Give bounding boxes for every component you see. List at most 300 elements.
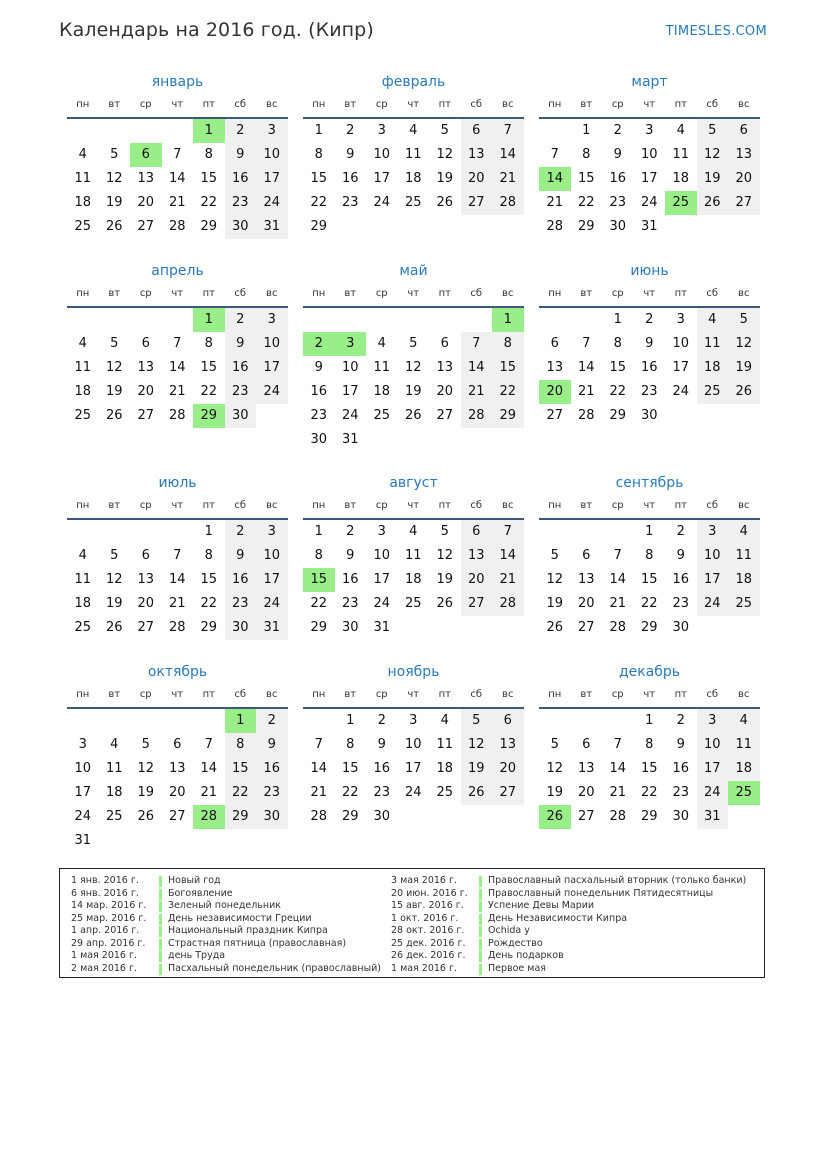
- weekend-day-cell: 20: [492, 757, 524, 781]
- holiday-day-cell: 20: [539, 380, 571, 404]
- day-cell: 12: [137, 761, 155, 776]
- weekday-label: пн: [548, 689, 562, 700]
- day-cell: 18: [436, 761, 454, 776]
- weekday-label: пн: [76, 288, 90, 299]
- day-cell: 28: [609, 809, 627, 824]
- day-cell: 27: [137, 408, 155, 423]
- weekend-day-cell: 10: [256, 143, 288, 167]
- day-cell: 4: [409, 123, 418, 138]
- day-cell: 21: [168, 195, 186, 210]
- weekend-day-cell: 27: [728, 191, 760, 215]
- day-cell: 20: [168, 785, 186, 800]
- day-cell: 7: [582, 336, 591, 351]
- weekend-day-cell: 24: [256, 380, 288, 404]
- day-cell: 21: [577, 384, 595, 399]
- day-cell: 12: [404, 360, 422, 375]
- day-cell: 2: [676, 524, 685, 539]
- weekend-day-cell: 3: [697, 520, 729, 544]
- month-day-grid: [67, 93, 288, 239]
- empty-day-cell: [602, 709, 634, 733]
- empty-day-cell: [162, 709, 194, 733]
- day-cell: 16: [341, 572, 359, 587]
- holiday-day-cell: 25: [665, 191, 697, 215]
- legend-row: [71, 888, 391, 901]
- legend-date: 1 янв. 2016 г.: [71, 875, 139, 886]
- weekday-label: пт: [674, 99, 687, 110]
- weekend-day-cell: 17: [697, 568, 729, 592]
- day-cell: 24: [640, 195, 658, 210]
- day-cell: 20: [436, 384, 454, 399]
- day-cell: 11: [404, 147, 422, 162]
- day-cell: 27: [137, 620, 155, 635]
- weekend-day-cell: 17: [256, 167, 288, 191]
- weekend-day-cell: 7: [492, 520, 524, 544]
- day-cell: 20: [137, 596, 155, 611]
- day-cell: 21: [609, 596, 627, 611]
- day-cell: 29: [640, 809, 658, 824]
- day-cell: 3: [409, 713, 418, 728]
- day-cell: 23: [373, 785, 391, 800]
- weekend-day-cell: 5: [728, 308, 760, 332]
- weekend-day-cell: 23: [225, 191, 257, 215]
- weekend-day-cell: 25: [728, 592, 760, 616]
- weekday-label: ср: [611, 689, 624, 700]
- day-cell: 24: [404, 785, 422, 800]
- weekend-day-cell: 22: [492, 380, 524, 404]
- weekend-day-cell: 10: [697, 733, 729, 757]
- day-cell: 10: [373, 147, 391, 162]
- weekday-label: чт: [171, 500, 184, 511]
- legend-holiday-name: Первое мая: [488, 962, 546, 974]
- legend-date: 1 окт. 2016 г.: [391, 912, 459, 924]
- legend-color-marker: [159, 889, 162, 900]
- day-cell: 29: [577, 219, 595, 234]
- weekend-day-cell: 8: [492, 332, 524, 356]
- legend-holiday-name: Богоявление: [168, 887, 233, 899]
- empty-day-cell: [303, 308, 335, 332]
- legend-row: [71, 913, 391, 926]
- day-cell: 14: [168, 171, 186, 186]
- weekday-label: ср: [139, 689, 152, 700]
- weekday-label: чт: [643, 99, 656, 110]
- weekend-day-cell: 28: [492, 191, 524, 215]
- day-cell: 23: [672, 596, 690, 611]
- day-cell: 19: [436, 572, 454, 587]
- day-cell: 14: [609, 761, 627, 776]
- empty-day-cell: [130, 119, 162, 143]
- day-cell: 31: [640, 219, 658, 234]
- weekday-label: чт: [643, 500, 656, 511]
- day-cell: 30: [341, 620, 359, 635]
- weekend-day-cell: 3: [256, 520, 288, 544]
- month-day-grid: [67, 282, 288, 428]
- day-cell: 4: [78, 147, 87, 162]
- day-cell: 12: [546, 761, 564, 776]
- weekday-label: вт: [580, 689, 593, 700]
- legend-row: [71, 875, 391, 888]
- day-cell: 24: [74, 809, 92, 824]
- day-cell: 9: [346, 548, 355, 563]
- day-cell: 24: [341, 408, 359, 423]
- weekend-day-cell: 26: [461, 781, 493, 805]
- day-cell: 7: [204, 737, 213, 752]
- weekend-day-cell: 24: [256, 592, 288, 616]
- day-cell: 8: [645, 737, 654, 752]
- legend-color-marker: [479, 889, 482, 900]
- month-day-grid: [303, 282, 524, 452]
- weekday-label: ср: [375, 99, 388, 110]
- day-cell: 2: [346, 524, 355, 539]
- holiday-day-cell: 26: [539, 805, 571, 829]
- weekend-day-cell: 23: [225, 592, 257, 616]
- month-name: февраль: [381, 74, 446, 90]
- day-cell: 4: [377, 336, 386, 351]
- day-cell: 18: [373, 384, 391, 399]
- day-cell: 30: [672, 620, 690, 635]
- weekend-day-cell: 2: [225, 308, 257, 332]
- weekend-day-cell: 24: [697, 781, 729, 805]
- legend-row: [391, 875, 751, 888]
- weekday-label: сб: [234, 288, 247, 299]
- page-title: Календарь на 2016 год. (Кипр): [59, 19, 374, 41]
- day-cell: 8: [582, 147, 591, 162]
- month-5: [303, 260, 524, 452]
- weekday-label: ср: [139, 99, 152, 110]
- day-cell: 1: [645, 713, 654, 728]
- weekend-day-cell: 30: [256, 805, 288, 829]
- day-cell: 9: [645, 336, 654, 351]
- empty-day-cell: [162, 119, 194, 143]
- day-cell: 6: [141, 548, 150, 563]
- weekend-day-cell: 13: [461, 143, 493, 167]
- weekend-day-cell: 10: [697, 544, 729, 568]
- day-cell: 5: [440, 524, 449, 539]
- month-4: [67, 260, 288, 428]
- weekend-day-cell: 12: [728, 332, 760, 356]
- legend-row: [391, 938, 751, 951]
- day-cell: 22: [341, 785, 359, 800]
- legend-color-marker: [159, 901, 162, 912]
- empty-day-cell: [162, 308, 194, 332]
- day-cell: 1: [314, 524, 323, 539]
- weekday-label: сб: [706, 689, 719, 700]
- day-cell: 25: [404, 195, 422, 210]
- day-cell: 30: [310, 432, 328, 447]
- legend-column-right: [391, 875, 751, 975]
- day-cell: 21: [609, 785, 627, 800]
- day-cell: 28: [168, 219, 186, 234]
- day-cell: 6: [173, 737, 182, 752]
- weekend-day-cell: 18: [728, 757, 760, 781]
- holiday-day-cell: 28: [193, 805, 225, 829]
- day-cell: 7: [613, 548, 622, 563]
- day-cell: 24: [373, 195, 391, 210]
- weekday-label: сб: [470, 288, 483, 299]
- day-cell: 28: [577, 408, 595, 423]
- day-cell: 22: [200, 384, 218, 399]
- weekday-label: пн: [76, 500, 90, 511]
- day-cell: 11: [404, 548, 422, 563]
- day-cell: 29: [640, 620, 658, 635]
- weekend-day-cell: 11: [728, 733, 760, 757]
- legend-row: [391, 950, 751, 963]
- weekday-label: пт: [202, 288, 215, 299]
- day-cell: 27: [436, 408, 454, 423]
- empty-day-cell: [571, 709, 603, 733]
- weekday-label: ср: [375, 288, 388, 299]
- weekend-day-cell: 3: [256, 119, 288, 143]
- day-cell: 5: [110, 147, 119, 162]
- day-cell: 17: [341, 384, 359, 399]
- day-cell: 22: [609, 384, 627, 399]
- month-day-grid: [303, 683, 524, 829]
- legend-holiday-name: Православный понедельник Пятидесятницы: [488, 887, 714, 899]
- empty-day-cell: [99, 119, 131, 143]
- weekend-day-cell: 10: [256, 332, 288, 356]
- day-cell: 7: [550, 147, 559, 162]
- day-cell: 5: [141, 737, 150, 752]
- holiday-day-cell: 25: [728, 781, 760, 805]
- weekday-label: вс: [266, 689, 278, 700]
- holiday-day-cell: 29: [193, 404, 225, 428]
- month-name: март: [631, 74, 668, 90]
- weekday-label: сб: [470, 99, 483, 110]
- legend-row: [71, 963, 391, 976]
- legend-color-marker: [159, 914, 162, 925]
- day-cell: 12: [436, 147, 454, 162]
- month-day-grid: [67, 494, 288, 640]
- weekday-label: вт: [344, 99, 357, 110]
- weekend-day-cell: 11: [697, 332, 729, 356]
- month-day-grid: [539, 93, 760, 239]
- weekday-label: сб: [234, 689, 247, 700]
- legend-color-marker: [479, 914, 482, 925]
- day-cell: 18: [74, 384, 92, 399]
- holiday-legend: [59, 868, 765, 978]
- weekend-day-cell: 4: [728, 709, 760, 733]
- day-cell: 27: [137, 219, 155, 234]
- legend-date: 25 дек. 2016 г.: [391, 937, 466, 949]
- day-cell: 17: [640, 171, 658, 186]
- weekday-label: ср: [611, 288, 624, 299]
- day-cell: 29: [200, 620, 218, 635]
- empty-day-cell: [130, 709, 162, 733]
- weekend-day-cell: 5: [461, 709, 493, 733]
- weekend-day-cell: 6: [461, 119, 493, 143]
- day-cell: 19: [436, 171, 454, 186]
- day-cell: 14: [200, 761, 218, 776]
- day-cell: 20: [577, 596, 595, 611]
- weekend-day-cell: 12: [461, 733, 493, 757]
- day-cell: 11: [672, 147, 690, 162]
- weekday-label: пн: [548, 288, 562, 299]
- weekend-day-cell: 2: [225, 520, 257, 544]
- weekday-label: вт: [344, 288, 357, 299]
- legend-holiday-name: Ochida у: [488, 925, 530, 936]
- day-cell: 24: [373, 596, 391, 611]
- day-cell: 22: [310, 195, 328, 210]
- day-cell: 5: [409, 336, 418, 351]
- day-cell: 25: [74, 408, 92, 423]
- legend-holiday-name: Зеленый понедельник: [168, 900, 282, 911]
- legend-date: 29 апр. 2016 г.: [71, 937, 146, 949]
- weekend-day-cell: 4: [697, 308, 729, 332]
- weekday-label: пн: [76, 99, 90, 110]
- day-cell: 1: [582, 123, 591, 138]
- legend-row: [391, 913, 751, 926]
- month-name: октябрь: [147, 664, 208, 680]
- day-cell: 29: [310, 219, 328, 234]
- empty-day-cell: [99, 308, 131, 332]
- day-cell: 13: [137, 360, 155, 375]
- weekend-day-cell: 28: [461, 404, 493, 428]
- day-cell: 1: [346, 713, 355, 728]
- weekend-day-cell: 7: [461, 332, 493, 356]
- day-cell: 5: [440, 123, 449, 138]
- day-cell: 16: [672, 572, 690, 587]
- legend-holiday-name: Новый год: [168, 875, 221, 886]
- day-cell: 23: [341, 195, 359, 210]
- legend-row: [71, 900, 391, 913]
- day-cell: 18: [404, 171, 422, 186]
- day-cell: 22: [640, 596, 658, 611]
- day-cell: 18: [105, 785, 123, 800]
- day-cell: 23: [672, 785, 690, 800]
- day-cell: 28: [546, 219, 564, 234]
- legend-holiday-name: Рождество: [488, 937, 543, 949]
- legend-color-marker: [159, 926, 162, 937]
- day-cell: 6: [440, 336, 449, 351]
- empty-day-cell: [67, 308, 99, 332]
- empty-day-cell: [193, 709, 225, 733]
- weekday-label: чт: [407, 288, 420, 299]
- day-cell: 9: [346, 147, 355, 162]
- weekday-label: чт: [407, 689, 420, 700]
- day-cell: 7: [613, 737, 622, 752]
- weekday-label: пн: [76, 689, 90, 700]
- weekend-day-cell: 18: [728, 568, 760, 592]
- day-cell: 10: [404, 737, 422, 752]
- weekend-day-cell: 19: [461, 757, 493, 781]
- day-cell: 14: [168, 360, 186, 375]
- legend-row: [71, 938, 391, 951]
- month-1: [67, 71, 288, 239]
- weekday-label: пт: [674, 500, 687, 511]
- weekday-label: пн: [548, 99, 562, 110]
- weekday-label: вс: [502, 99, 514, 110]
- legend-date: 25 мар. 2016 г.: [71, 912, 147, 924]
- day-cell: 12: [105, 572, 123, 587]
- holiday-day-cell: 2: [303, 332, 335, 356]
- day-cell: 27: [168, 809, 186, 824]
- legend-color-marker: [159, 876, 162, 887]
- weekday-label: чт: [407, 500, 420, 511]
- empty-day-cell: [130, 520, 162, 544]
- day-cell: 4: [440, 713, 449, 728]
- weekend-day-cell: 26: [697, 191, 729, 215]
- holiday-day-cell: 1: [193, 119, 225, 143]
- day-cell: 2: [645, 312, 654, 327]
- weekday-label: пт: [674, 689, 687, 700]
- day-cell: 8: [314, 548, 323, 563]
- weekday-label: ср: [611, 500, 624, 511]
- weekend-day-cell: 24: [256, 191, 288, 215]
- legend-holiday-name: День независимости Греции: [168, 912, 312, 924]
- day-cell: 8: [314, 147, 323, 162]
- legend-row: [71, 950, 391, 963]
- day-cell: 23: [310, 408, 328, 423]
- day-cell: 19: [105, 195, 123, 210]
- day-cell: 15: [200, 360, 218, 375]
- weekend-day-cell: 20: [461, 167, 493, 191]
- day-cell: 11: [373, 360, 391, 375]
- day-cell: 7: [173, 147, 182, 162]
- weekend-day-cell: 24: [697, 592, 729, 616]
- weekday-label: пн: [312, 689, 326, 700]
- weekday-label: вт: [344, 500, 357, 511]
- weekday-label: чт: [171, 689, 184, 700]
- empty-day-cell: [571, 308, 603, 332]
- month-day-grid: [539, 494, 760, 640]
- legend-holiday-name: день Труда: [168, 950, 226, 961]
- weekend-day-cell: 20: [461, 568, 493, 592]
- day-cell: 20: [577, 785, 595, 800]
- legend-holiday-name: Национальный праздник Кипра: [168, 925, 328, 936]
- day-cell: 3: [676, 312, 685, 327]
- empty-day-cell: [130, 308, 162, 332]
- weekend-day-cell: 10: [256, 544, 288, 568]
- weekday-label: сб: [706, 99, 719, 110]
- day-cell: 14: [609, 572, 627, 587]
- weekday-label: сб: [706, 288, 719, 299]
- day-cell: 16: [373, 761, 391, 776]
- day-cell: 9: [676, 737, 685, 752]
- day-cell: 15: [609, 360, 627, 375]
- day-cell: 26: [105, 620, 123, 635]
- weekend-day-cell: 28: [492, 592, 524, 616]
- weekday-label: пт: [438, 500, 451, 511]
- empty-day-cell: [99, 520, 131, 544]
- day-cell: 1: [314, 123, 323, 138]
- weekend-day-cell: 2: [256, 709, 288, 733]
- weekend-day-cell: 19: [697, 167, 729, 191]
- day-cell: 16: [672, 761, 690, 776]
- day-cell: 28: [609, 620, 627, 635]
- weekend-day-cell: 14: [492, 143, 524, 167]
- weekend-day-cell: 7: [492, 119, 524, 143]
- day-cell: 10: [672, 336, 690, 351]
- month-name: декабрь: [618, 664, 681, 680]
- day-cell: 5: [550, 737, 559, 752]
- day-cell: 26: [546, 620, 564, 635]
- empty-day-cell: [539, 709, 571, 733]
- holiday-day-cell: 15: [303, 568, 335, 592]
- weekday-label: вс: [738, 689, 750, 700]
- day-cell: 10: [640, 147, 658, 162]
- weekend-day-cell: 13: [492, 733, 524, 757]
- day-cell: 29: [341, 809, 359, 824]
- day-cell: 8: [613, 336, 622, 351]
- legend-holiday-name: День Независимости Кипра: [488, 912, 628, 924]
- day-cell: 5: [110, 548, 119, 563]
- weekend-day-cell: 23: [225, 380, 257, 404]
- day-cell: 12: [105, 171, 123, 186]
- brand-link[interactable]: TIMESLES.COM: [665, 24, 767, 39]
- legend-color-marker: [479, 939, 482, 950]
- day-cell: 25: [74, 219, 92, 234]
- day-cell: 15: [577, 171, 595, 186]
- day-cell: 4: [676, 123, 685, 138]
